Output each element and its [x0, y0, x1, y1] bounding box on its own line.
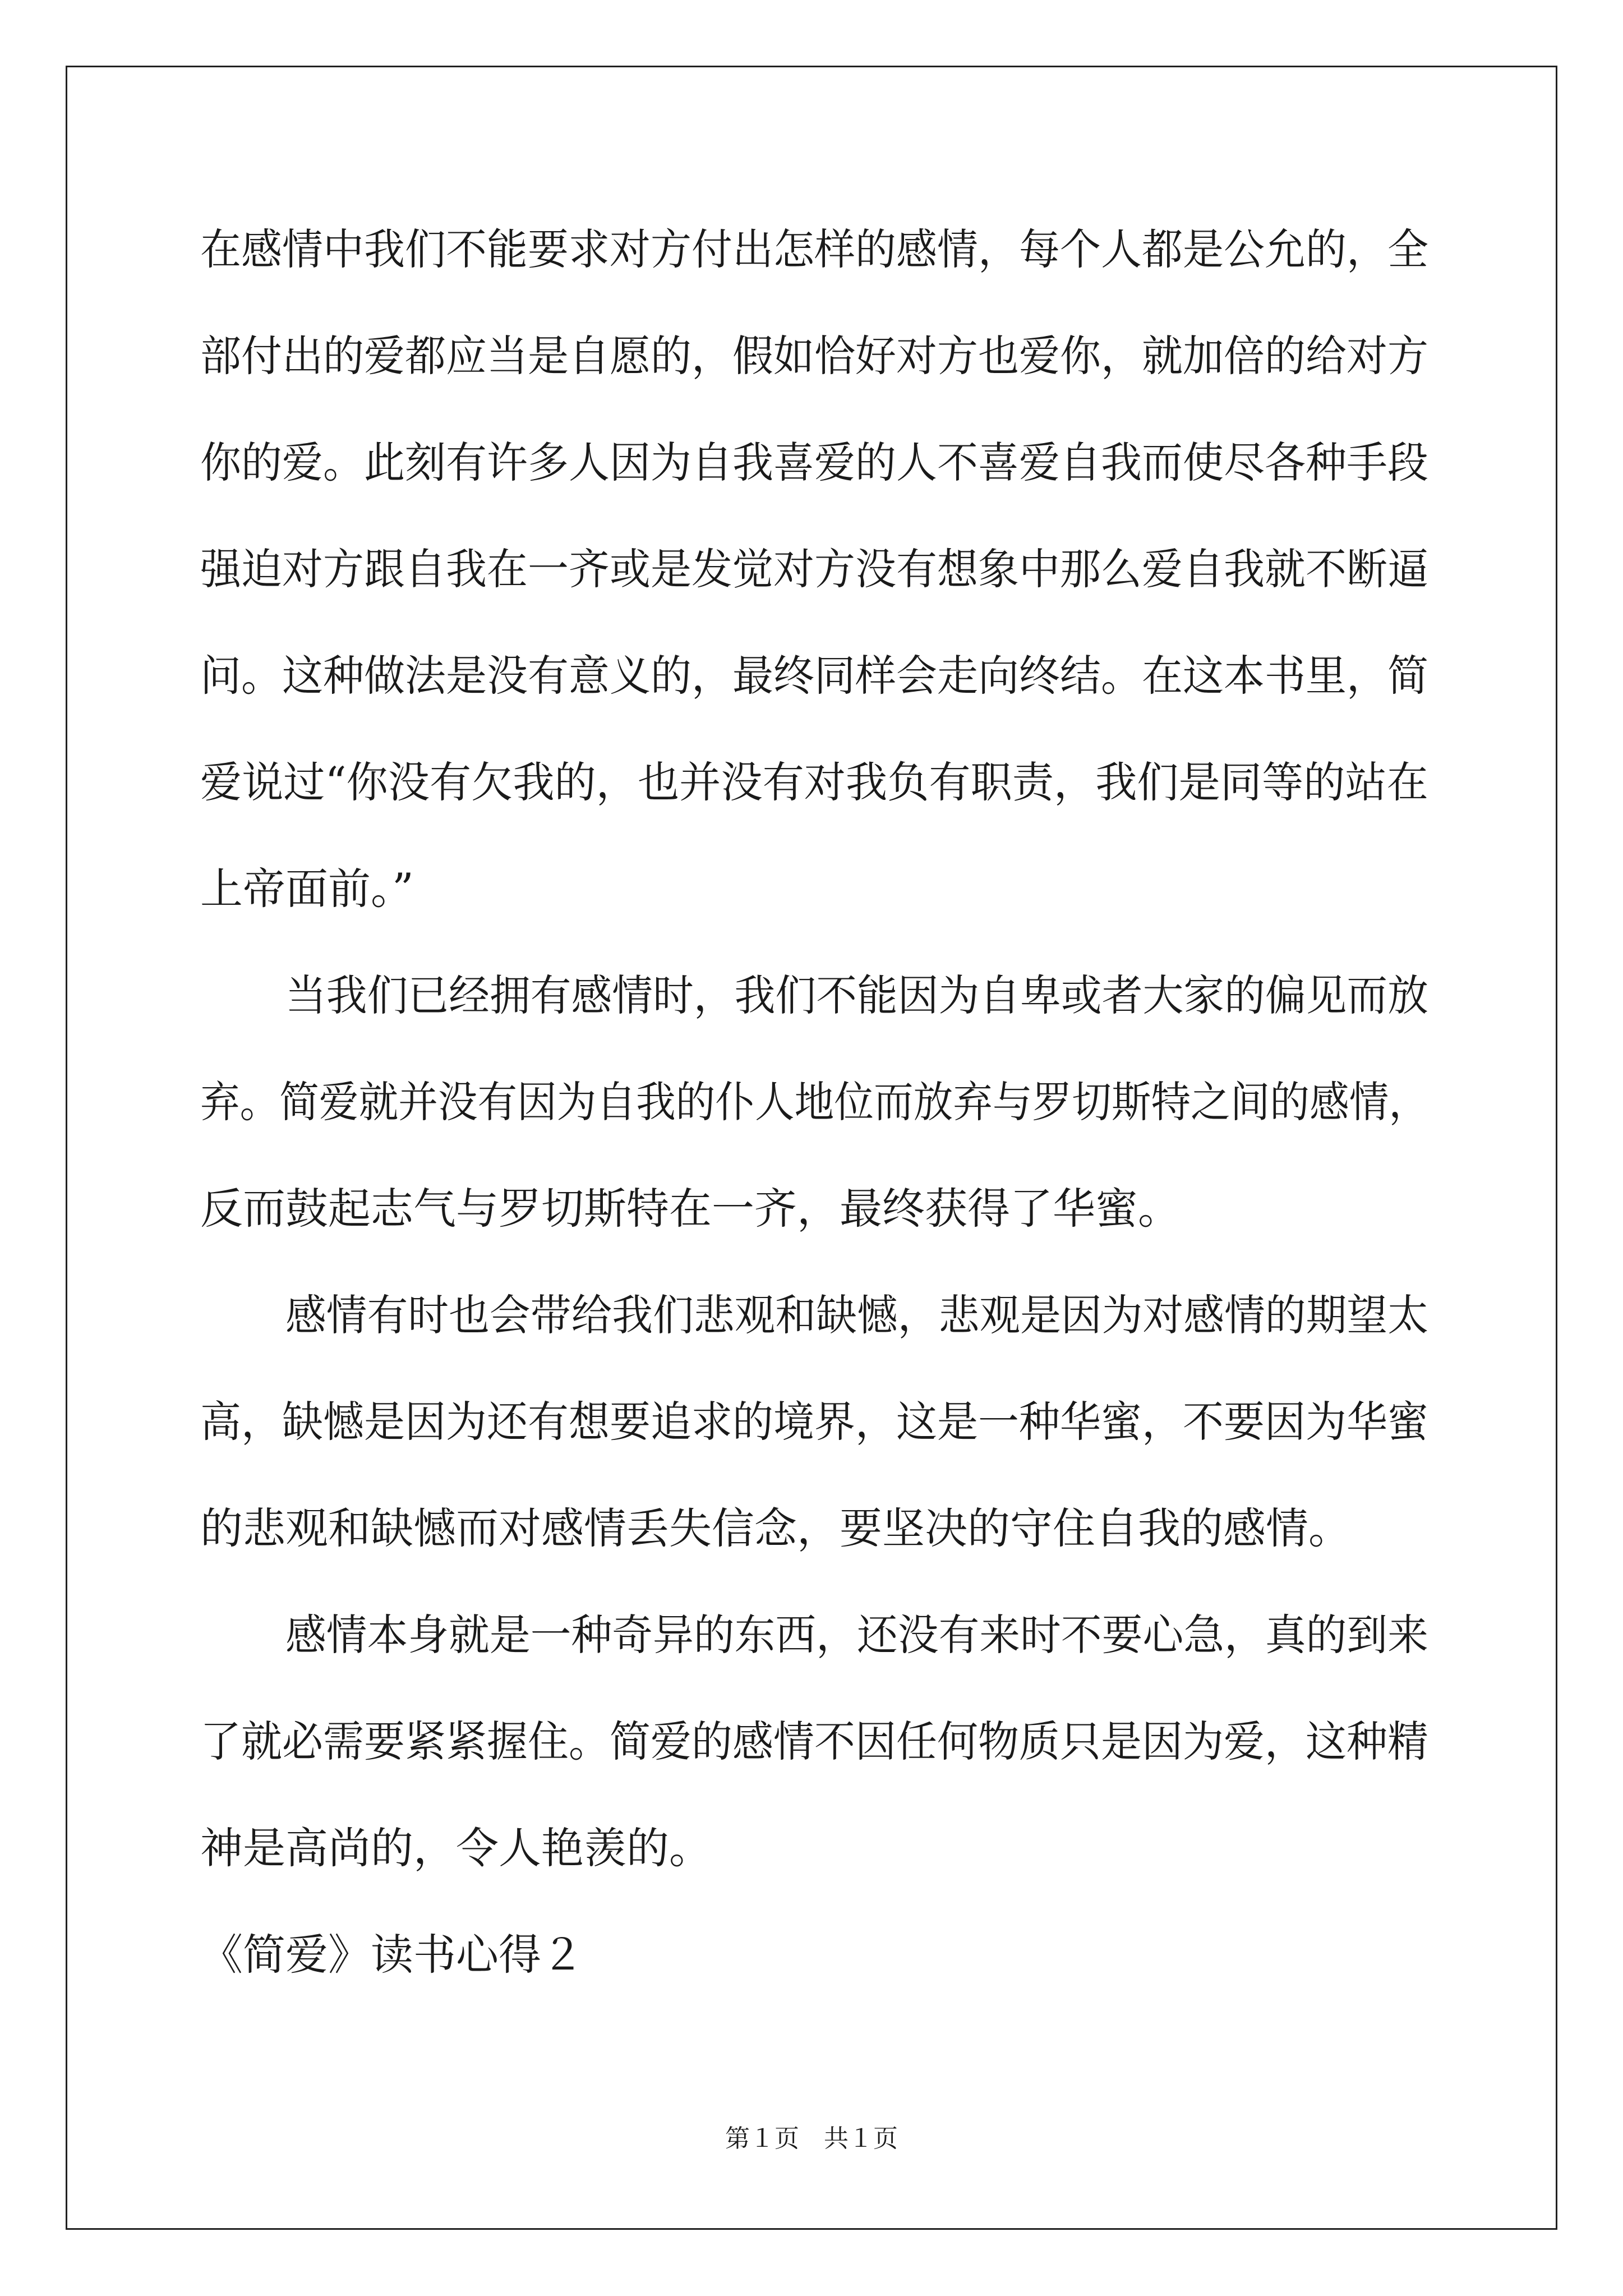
- text-line: 你的爱。此刻有许多人因为自我喜爱的人不喜爱自我而使尽各种手段: [200, 438, 1428, 487]
- text-line: 当我们已经拥有感情时，我们不能因为自卑或者大家的偏见而放: [285, 970, 1428, 1020]
- text-line: 感情本身就是一种奇异的东西，还没有来时不要心急，真的到来: [285, 1610, 1428, 1660]
- text-line: 问。这种做法是没有意义的，最终同样会走向终结。在这本书里，简: [200, 651, 1428, 701]
- text-line: 上帝面前。”: [200, 864, 414, 914]
- text-line: 在感情中我们不能要求对方付出怎样的感情，每个人都是公允的，全: [200, 224, 1428, 274]
- section-heading: 《简爱》读书心得２: [200, 1930, 584, 1980]
- text-line: 反而鼓起志气与罗切斯特在一齐，最终获得了华蜜。: [200, 1184, 1181, 1234]
- text-line: 爱说过“你没有欠我的，也并没有对我负有职责，我们是同等的站在: [200, 757, 1428, 807]
- text-line: 感情有时也会带给我们悲观和缺憾，悲观是因为对感情的期望太: [285, 1290, 1428, 1340]
- page-number: 第１页 共１页: [725, 2124, 898, 2153]
- text-line: 高，缺憾是因为还有想要追求的境界，这是一种华蜜，不要因为华蜜: [200, 1397, 1428, 1447]
- page-footer: [0, 2123, 1623, 2155]
- text-line: 弃。简爱就并没有因为自我的仆人地位而放弃与罗切斯特之间的感情，: [200, 1077, 1428, 1127]
- text-line: 的悲观和缺憾而对感情丢失信念，要坚决的守住自我的感情。: [200, 1503, 1351, 1553]
- text-line: 部付出的爱都应当是自愿的，假如恰好对方也爱你，就加倍的给对方: [200, 331, 1428, 381]
- text-line: 了就必需要紧紧握住。简爱的感情不因任何物质只是因为爱，这种精: [200, 1717, 1428, 1766]
- text-line: 强迫对方跟自我在一齐或是发觉对方没有想象中那么爱自我就不断逼: [200, 544, 1428, 594]
- text-line: 神是高尚的，令人艳羡的。: [200, 1823, 712, 1873]
- page-border: [66, 66, 1557, 2230]
